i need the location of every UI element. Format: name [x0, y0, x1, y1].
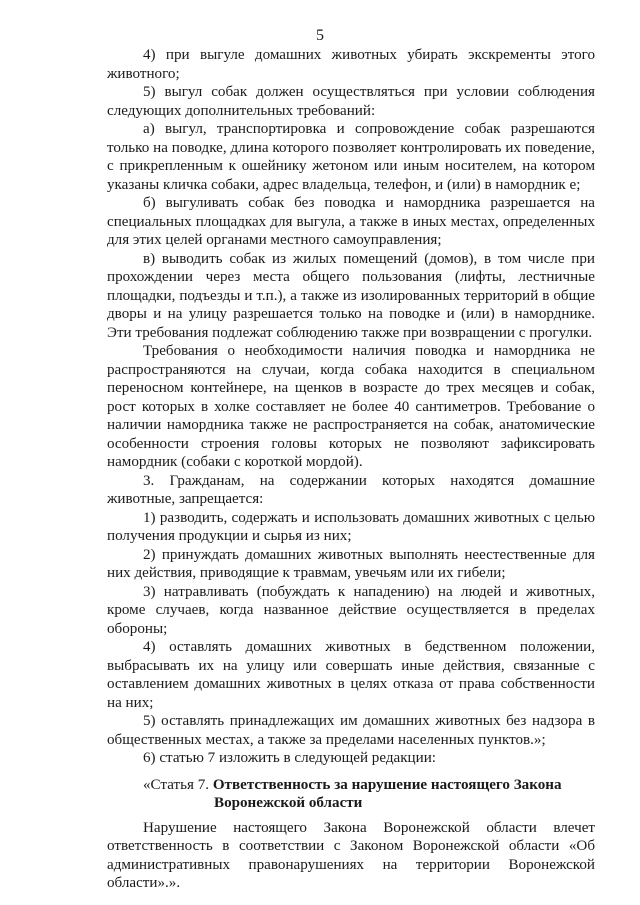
article-heading-line1	[107, 776, 595, 795]
page-number: 5	[316, 27, 324, 44]
paragraph: 5) выгул собак должен осуществляться при условии соблюдения следующих дополнительных требований:	[107, 84, 595, 119]
article-title: Ответственность за нарушение настоящего Закона	[212, 776, 562, 793]
paragraph: 4) при выгуле домашних животных убирать экскременты этого животного;	[107, 47, 595, 82]
paragraph: 1) разводить, содержать и использовать домашних животных с целью получения продукции и сырья из них;	[107, 509, 595, 544]
paragraph: 3. Гражданам, на содержании которых находятся домашние животные, запрещается:	[107, 472, 595, 507]
article-title-line2: Воронежской области	[214, 795, 363, 811]
paragraph: 5) оставлять принадлежащих им домашних животных без надзора в общественных местах, а также за пределами населенных пунктов.»;	[107, 713, 595, 748]
spacer	[107, 768, 595, 774]
article-number: «Статья 7.	[143, 776, 210, 793]
paragraph: 2) принуждать домашних животных выполнять неестественные для них действия, приводящие к травмам, увечьям или их гибели;	[107, 546, 595, 581]
article-heading	[107, 776, 595, 813]
paragraph: Требования о необходимости наличия поводка и намордника не распространяются на случаи, когда собака находится в специальном переносном контейнере, на щенков в возрасте до трех месяцев и собак, рост которых в холке составляет не более 40 сантиметров. Требование о наличии намордника также не распространяется на собак, анатомические особенности строения головы которых не позволяют зафиксировать намордник (собаки с короткой мордой).	[107, 343, 595, 470]
paragraph: б) выгуливать собак без поводка и намордника разрешается на специальных площадках для выгула, а также в иных местах, определенных для этих целей органами местного самоуправления;	[107, 195, 595, 248]
paragraph: в) выводить собак из жилых помещений (домов), в том числе при прохождении через места общего пользования (лифты, лестничные площадки, подъезды и т.п.), а также из изолированных территорий в общие дворы и на улицу разрешается только на поводке и (или) в наморднике. Эти требования подлежат соблюдению также при возвращении с прогулки.	[107, 250, 595, 341]
paragraph: 3) натравливать (побуждать к нападению) на людей и животных, кроме случаев, когда названное действие осуществляется в пределах обороны;	[107, 583, 595, 637]
paragraph: 4) оставлять домашних животных в бедственном положении, выбрасывать их на улицу или совершать иные действия, связанные с оставлением домашних животных в целях отказа от права собственности на них;	[107, 639, 595, 711]
final-paragraph: Нарушение настоящего Закона Воронежской области влечет ответственность в соответствии с Законом Воронежской области «Об административных правонарушениях на территории Воронежской области».».	[107, 819, 595, 891]
paragraph: а) выгул, транспортировка и сопровождение собак разрешаются только на поводке, длина которого позволяет контролировать их поведение, с прикрепленным к ошейнику жетоном или иным носителем, на котором указаны кличка собаки, адрес владельца, телефон, и (или) в намордник е;	[107, 121, 595, 193]
paragraph: 6) статью 7 изложить в следующей редакции:	[143, 750, 436, 766]
document-body	[107, 46, 595, 893]
